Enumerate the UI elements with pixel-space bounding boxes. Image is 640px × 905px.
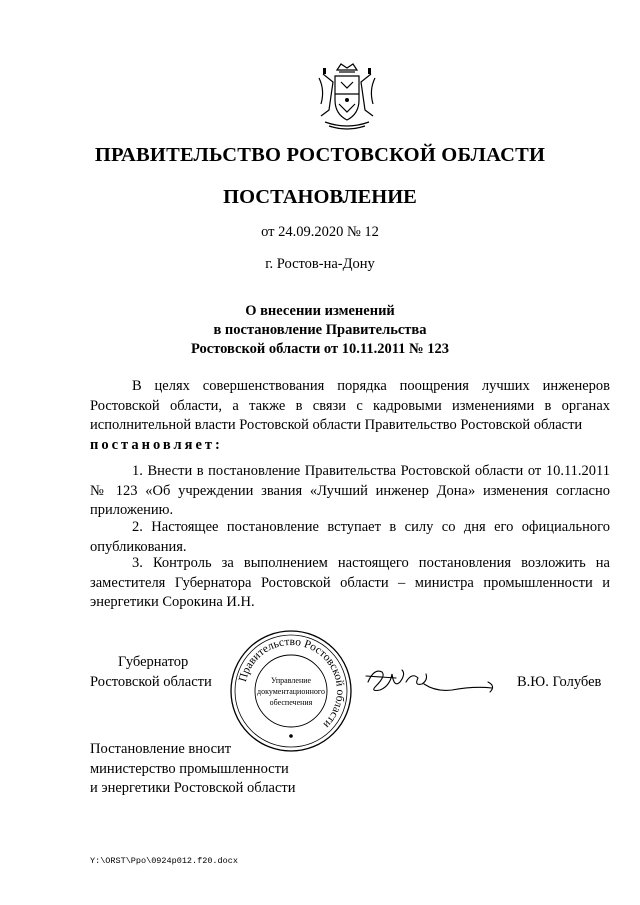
preamble-text: В целях совершенствования порядка поощрения лучших инженеров Ростовской области, а также в связи с кадровыми изменениями в органах исполнительной власти Ростовской области Правительство Ростовской области: [90, 378, 610, 433]
resolves-word: постановляет:: [90, 436, 223, 453]
submitted-by-line: и энергетики Ростовской области: [90, 780, 296, 796]
subject-line: Ростовской области от 10.11.2011 № 123: [191, 341, 449, 357]
document-type: ПОСТАНОВЛЕНИЕ: [223, 186, 417, 208]
coat-of-arms-icon: [315, 60, 379, 132]
seal-inner-line: документационного: [257, 687, 325, 696]
item-paragraph: 2. Настоящее постановление вступает в силу со дня его официального опубликования.: [90, 519, 610, 555]
handwritten-signature-icon: [362, 660, 502, 700]
position-line: Губернатор: [118, 654, 189, 670]
position-line: Ростовской области: [90, 673, 212, 690]
seal-inner-line: Управление: [270, 676, 312, 685]
item-paragraph: 1. Внести в постановление Правительства Ростовской области от 10.11.2011 № 123 «Об учреждении звания «Лучший инженер Дона» изменения согласно приложению.: [90, 463, 610, 518]
submitted-by: [90, 740, 296, 799]
submitted-by-line: министерство промышленности: [90, 760, 289, 777]
document-city: г. Ростов-на-Дону: [265, 256, 375, 272]
document-date-number: от 24.09.2020 № 12: [261, 224, 379, 240]
subject-line: О внесении изменений: [245, 303, 395, 319]
item-paragraph: 3. Контроль за выполнением настоящего постановления возложить на заместителя Губернатора Ростовской области – министра промышленности и энергетики Сорокина И.Н.: [90, 555, 610, 610]
preamble-paragraph: [90, 377, 610, 455]
government-title: ПРАВИТЕЛЬСТВО РОСТОВСКОЙ ОБЛАСТИ: [94, 144, 546, 166]
submitted-by-line: Постановление вносит: [90, 741, 232, 757]
signatory-name: В.Ю. Голубев: [517, 674, 602, 690]
subject-line: в постановление Правительства: [213, 322, 427, 338]
document-subject: [0, 302, 640, 359]
official-seal-icon: [228, 628, 354, 754]
seal-inner-line: обеспечения: [269, 698, 313, 707]
signatory-position: [90, 653, 240, 692]
file-path-footer: Y:\ORST\Ppo\0924p012.f20.docx: [90, 856, 238, 866]
seal-ring-text: Правительство Ростовской области: [236, 635, 347, 731]
